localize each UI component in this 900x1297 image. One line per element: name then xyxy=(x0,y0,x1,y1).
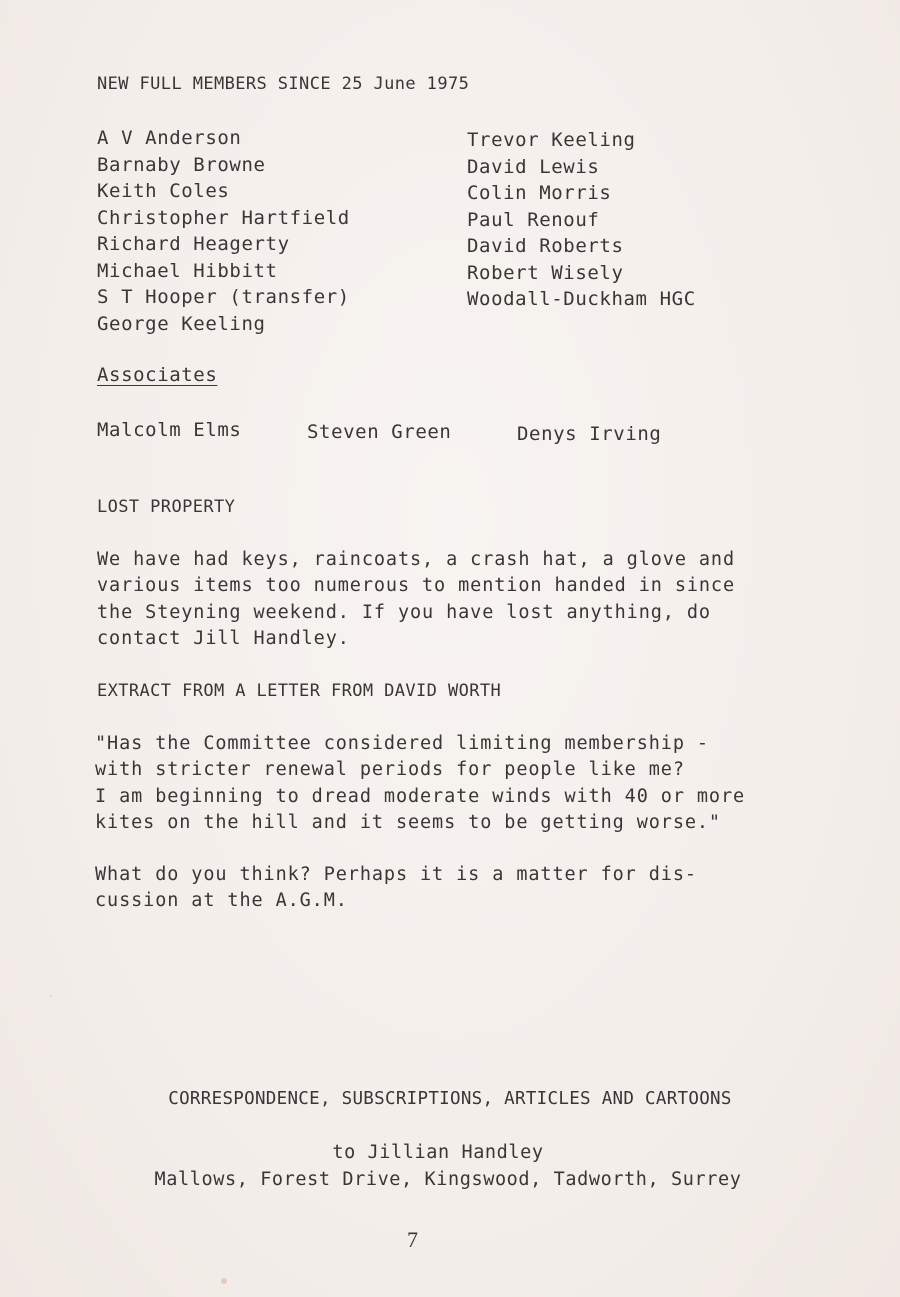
list-item: Robert Wisely xyxy=(467,261,624,284)
paragraph-line: various items too numerous to mention handed in since xyxy=(97,575,736,597)
members-right-list xyxy=(467,127,696,313)
associate-name: Malcolm Elms xyxy=(97,419,242,441)
response-line: What do you think? Perhaps it is a matter for dis- xyxy=(95,864,697,885)
paper-speck xyxy=(221,1278,227,1284)
letter-response xyxy=(95,862,697,915)
list-item: S T Hooper (transfer) xyxy=(97,286,350,308)
list-item: Colin Morris xyxy=(467,182,612,204)
associate-name: Denys Irving xyxy=(517,423,662,445)
response-line: cussion at the A.G.M. xyxy=(95,890,348,912)
quote-line: with stricter renewal periods for people like me? xyxy=(95,759,685,781)
associates-heading: Associates xyxy=(97,364,218,386)
page-number: 7 xyxy=(407,1227,419,1252)
letter-quote xyxy=(95,731,745,836)
footer-line-3: Mallows, Forest Drive, Kingswood, Tadworth, Surrey xyxy=(154,1169,742,1190)
list-item: David Roberts xyxy=(467,235,624,257)
list-item: Paul Renouf xyxy=(467,208,600,231)
quote-line: I am beginning to dread moderate winds with 40 or more xyxy=(95,785,746,807)
letter-heading: EXTRACT FROM A LETTER FROM DAVID WORTH xyxy=(97,681,502,701)
paragraph-line: contact Jill Handley. xyxy=(97,627,350,649)
list-item: Barnaby Browne xyxy=(97,153,266,176)
quote-line: "Has the Committee considered limiting membership - xyxy=(95,733,709,754)
list-item: George Keeling xyxy=(97,312,266,335)
footer-line-2: to Jillian Handley xyxy=(332,1142,544,1163)
list-item: Michael Hibbitt xyxy=(97,259,278,282)
list-item: Christopher Hartfield xyxy=(97,206,350,229)
quote-line: kites on the hill and it seems to be getting worse." xyxy=(95,811,721,833)
lost-property-paragraph xyxy=(97,547,735,652)
members-heading: NEW FULL MEMBERS SINCE 25 June 1975 xyxy=(97,74,470,94)
lost-property-heading: LOST PROPERTY xyxy=(97,497,236,517)
footer-line-1: CORRESPONDENCE, SUBSCRIPTIONS, ARTICLES AND CARTOONS xyxy=(168,1089,732,1109)
list-item: David Lewis xyxy=(467,155,600,178)
paper-speck xyxy=(50,995,52,997)
list-item: Trevor Keeling xyxy=(467,129,636,151)
paragraph-line: the Steyning weekend. If you have lost anything, do xyxy=(97,601,711,623)
list-item: A V Anderson xyxy=(97,127,242,149)
list-item: Keith Coles xyxy=(97,180,230,202)
list-item: Woodall-Duckham HGC xyxy=(467,288,696,310)
list-item: Richard Heagerty xyxy=(97,233,290,255)
members-left-list xyxy=(97,125,350,337)
paragraph-line: We have had keys, raincoats, a crash hat, a glove and xyxy=(97,549,736,570)
associate-name: Steven Green xyxy=(307,421,452,443)
